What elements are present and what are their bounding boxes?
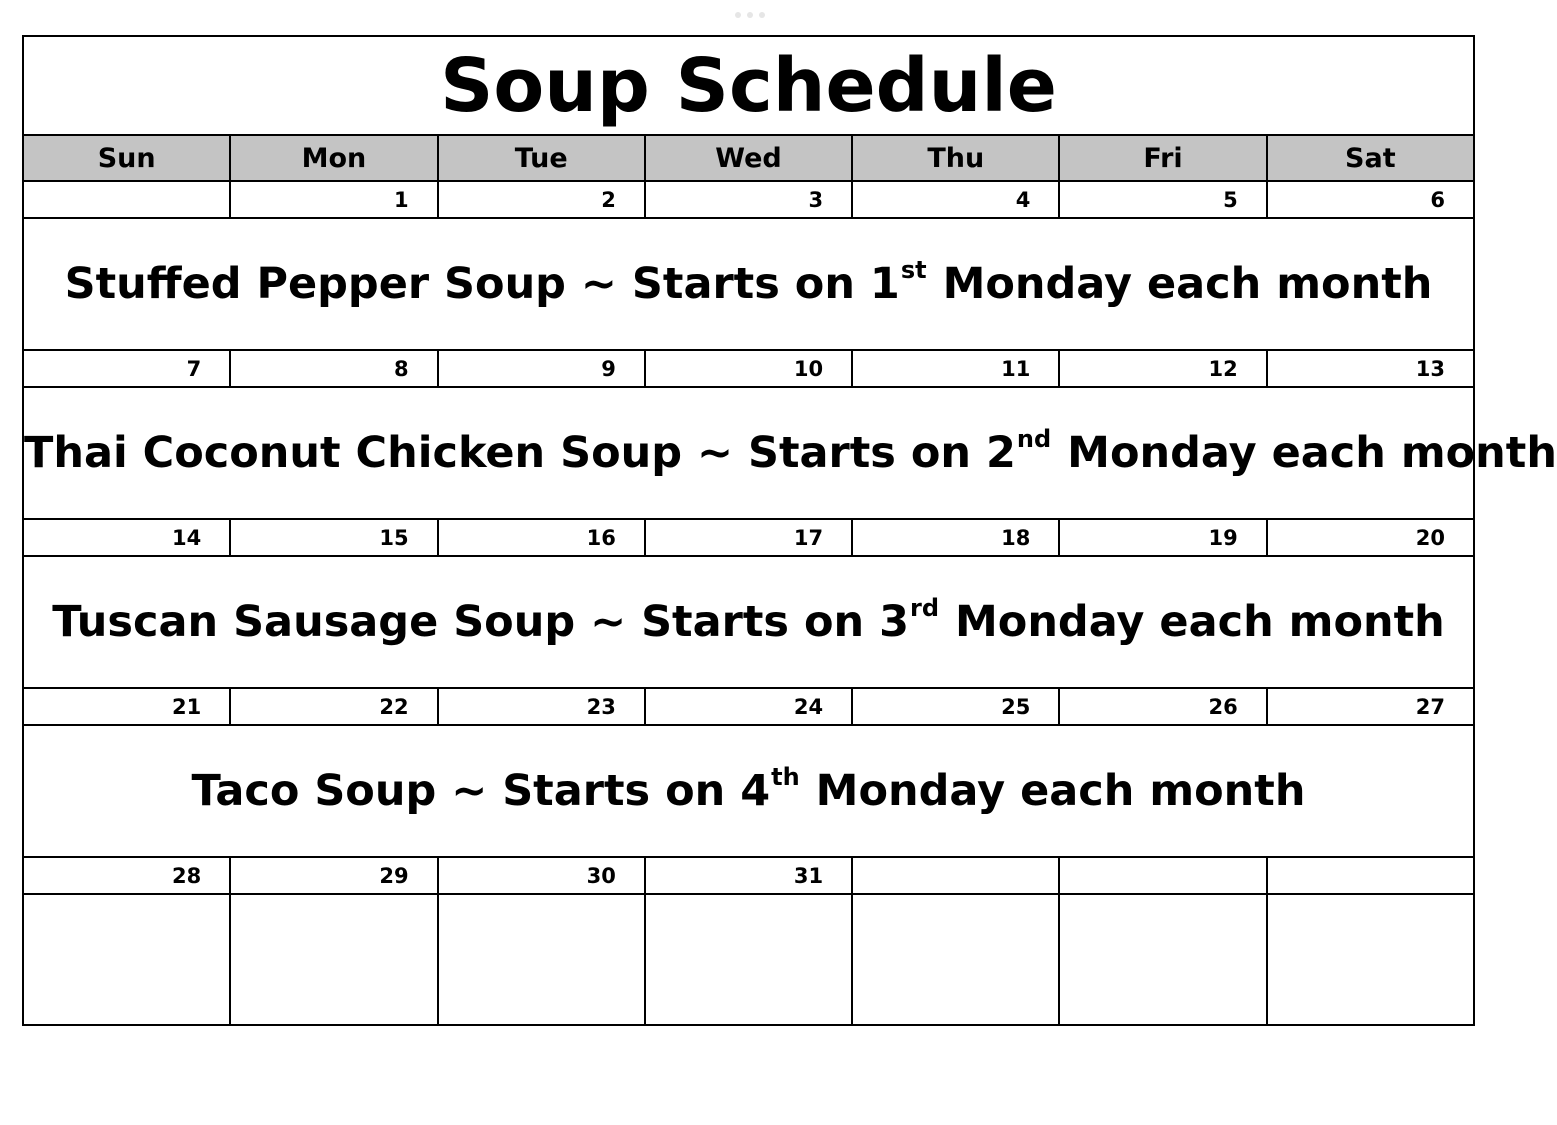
date-cell: 12 (1059, 350, 1266, 387)
date-cell: 7 (23, 350, 230, 387)
date-cell: 29 (230, 857, 437, 894)
week-4-soup (23, 725, 1474, 857)
week-1-soup (23, 218, 1474, 350)
date-cell: 2 (438, 181, 645, 218)
week-2-dates (23, 350, 1474, 387)
date-cell: 5 (1059, 181, 1266, 218)
ordinal-suffix: th (771, 763, 800, 791)
date-cell: 13 (1267, 350, 1474, 387)
date-cell: 6 (1267, 181, 1474, 218)
weekday-header-fri: Fri (1059, 135, 1266, 181)
date-cell: 10 (645, 350, 852, 387)
blank-cell (438, 894, 645, 1025)
date-cell: 9 (438, 350, 645, 387)
weekday-header-tue: Tue (438, 135, 645, 181)
soup-text-rest: Monday each month (800, 766, 1306, 816)
date-cell: 27 (1267, 688, 1474, 725)
week-5-dates (23, 857, 1474, 894)
week-1-dates (23, 181, 1474, 218)
date-cell: 24 (645, 688, 852, 725)
week-3-dates (23, 519, 1474, 556)
week-3-soup (23, 556, 1474, 688)
blank-cell (1059, 894, 1266, 1025)
date-cell: 8 (230, 350, 437, 387)
date-cell (852, 857, 1059, 894)
date-cell: 21 (23, 688, 230, 725)
weekday-header-mon: Mon (230, 135, 437, 181)
soup-text-rest: Monday each month (1052, 428, 1557, 478)
soup-text: Thai Coconut Chicken Soup ~ Starts on 2 (24, 428, 1016, 478)
date-cell (23, 181, 230, 218)
ordinal-suffix: st (900, 256, 927, 284)
date-cell: 14 (23, 519, 230, 556)
date-cell: 22 (230, 688, 437, 725)
soup-text-rest: Monday each month (927, 259, 1433, 309)
dot (747, 12, 753, 18)
date-cell (1267, 857, 1474, 894)
soup-banner (23, 387, 1557, 519)
date-cell: 26 (1059, 688, 1266, 725)
date-cell: 1 (230, 181, 437, 218)
soup-text-rest: Monday each month (940, 597, 1445, 647)
blank-cell (852, 894, 1059, 1025)
soup-banner (23, 218, 1474, 350)
date-cell: 16 (438, 519, 645, 556)
date-cell: 25 (852, 688, 1059, 725)
date-cell: 31 (645, 857, 852, 894)
soup-text: Tuscan Sausage Soup ~ Starts on 3 (52, 597, 909, 647)
date-cell: 4 (852, 181, 1059, 218)
date-cell: 3 (645, 181, 852, 218)
weekday-header-sat: Sat (1267, 135, 1474, 181)
week-2-soup (23, 387, 1474, 519)
dot (759, 12, 765, 18)
date-cell: 28 (23, 857, 230, 894)
blank-cell (645, 894, 852, 1025)
soup-banner (23, 725, 1474, 857)
date-cell: 15 (230, 519, 437, 556)
soup-schedule-calendar (22, 35, 1557, 1026)
dot (735, 12, 741, 18)
blank-cell (230, 894, 437, 1025)
date-cell (1059, 857, 1266, 894)
date-cell: 18 (852, 519, 1059, 556)
week-5-blank (23, 894, 1474, 1025)
page-indicator-dots (735, 12, 767, 22)
soup-text: Taco Soup ~ Starts on 4 (191, 766, 771, 816)
date-cell: 11 (852, 350, 1059, 387)
soup-text: Stuffed Pepper Soup ~ Starts on 1 (64, 259, 900, 309)
blank-cell (23, 894, 230, 1025)
date-cell: 17 (645, 519, 852, 556)
calendar-title: Soup Schedule (23, 36, 1474, 135)
blank-cell (1267, 894, 1474, 1025)
week-4-dates (23, 688, 1474, 725)
ordinal-suffix: nd (1016, 425, 1052, 453)
ordinal-suffix: rd (910, 594, 940, 622)
weekday-header-sun: Sun (23, 135, 230, 181)
date-cell: 19 (1059, 519, 1266, 556)
weekday-header-thu: Thu (852, 135, 1059, 181)
date-cell: 30 (438, 857, 645, 894)
date-cell: 23 (438, 688, 645, 725)
date-cell: 20 (1267, 519, 1474, 556)
weekday-header-wed: Wed (645, 135, 852, 181)
soup-banner (23, 556, 1474, 688)
weekday-header-row (23, 135, 1474, 181)
